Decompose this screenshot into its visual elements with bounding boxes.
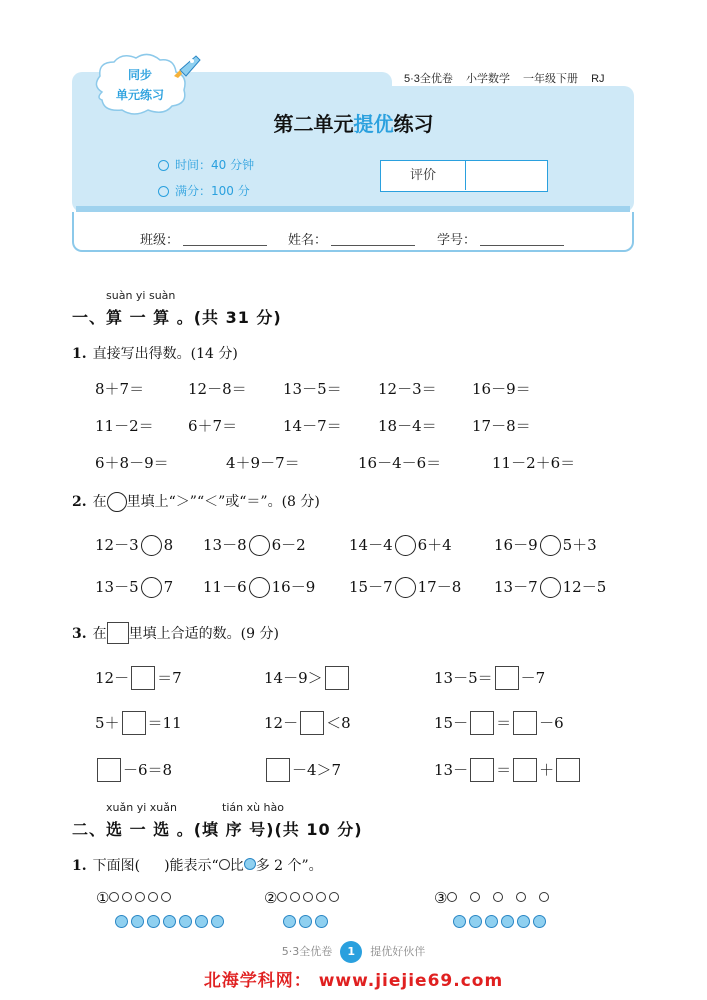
- calc-item: 18－4＝: [378, 417, 437, 435]
- page-number: 1: [340, 941, 362, 963]
- rocket-icon: [174, 56, 200, 78]
- class-label: 班级：: [140, 233, 180, 248]
- calc-item: 11－2＋6＝: [492, 454, 576, 472]
- fill-item: 12－ ＜8: [264, 711, 351, 735]
- option-2[interactable]: [264, 889, 342, 932]
- name-field[interactable]: [288, 229, 415, 248]
- series-edition: RJ: [591, 73, 605, 85]
- answer-box[interactable]: [495, 666, 519, 690]
- compare-item: 14－4 6＋4: [349, 536, 452, 554]
- compare-item: 16－9 5＋3: [494, 536, 597, 554]
- compare-circle[interactable]: [249, 535, 270, 556]
- option-1[interactable]: [96, 889, 227, 932]
- time-limit: [158, 156, 254, 173]
- full-score: [158, 182, 250, 199]
- option-label: ②: [264, 889, 278, 907]
- calc-item: 16－9＝: [472, 380, 531, 398]
- score-text: 满分：100 分: [175, 184, 250, 198]
- compare-item: 13－8 6－2: [203, 536, 306, 554]
- fill-item: 15－ ＝ －6: [434, 711, 564, 735]
- answer-box[interactable]: [122, 711, 146, 735]
- compare-circle[interactable]: [249, 577, 270, 598]
- evaluation-box[interactable]: [380, 160, 548, 192]
- compare-item: 11－6 16－9: [203, 578, 316, 596]
- calc-item: 6＋8－9＝: [95, 454, 169, 472]
- title-highlight: 提优: [353, 112, 394, 136]
- calc-item: 17－8＝: [472, 417, 531, 435]
- calc-item: 12－8＝: [188, 380, 247, 398]
- series-info: [404, 70, 615, 86]
- compare-circle[interactable]: [395, 577, 416, 598]
- series-name: 5·3全优卷: [404, 73, 453, 85]
- name-label: 姓名：: [288, 233, 328, 248]
- answer-box[interactable]: [266, 758, 290, 782]
- fill-item: －4＞7: [264, 758, 341, 782]
- footer-right: 提优好伙伴: [370, 945, 426, 958]
- answer-box[interactable]: [470, 758, 494, 782]
- title-post: 练习: [393, 112, 434, 136]
- answer-box[interactable]: [470, 711, 494, 735]
- q3-prompt: 3. 在 里填上合适的数。(9 分): [72, 622, 279, 644]
- white-circle-icon: [219, 859, 230, 870]
- answer-box[interactable]: [513, 711, 537, 735]
- badge-line1: 同步: [127, 68, 153, 82]
- watermark: 北海学科网： www.jiejie69.com: [203, 971, 504, 991]
- fill-item: 5＋ ＝11: [95, 711, 182, 735]
- evaluation-label: 评价: [381, 161, 466, 190]
- badge-line2: 单元练习: [115, 88, 165, 102]
- calc-item: 6＋7＝: [188, 417, 238, 435]
- compare-circle[interactable]: [540, 535, 561, 556]
- fill-item: 13－ ＝ ＋: [434, 758, 582, 782]
- answer-box[interactable]: [300, 711, 324, 735]
- compare-circle[interactable]: [540, 577, 561, 598]
- class-field[interactable]: [140, 229, 267, 248]
- box-placeholder-icon: [107, 622, 129, 644]
- fill-item: 12－ ＝7: [95, 666, 182, 690]
- answer-box[interactable]: [131, 666, 155, 690]
- compare-item: 15－7 17－8: [349, 578, 462, 596]
- calc-item: 14－7＝: [283, 417, 342, 435]
- page-title: [0, 108, 707, 137]
- fill-item: 14－9＞: [264, 666, 351, 690]
- circle-placeholder-icon: [107, 492, 127, 512]
- option-label: ①: [96, 889, 110, 907]
- section2-pinyin-a: xuǎn yi xuǎn: [106, 801, 177, 814]
- section2-title: 二、选 一 选 。(填 序 号)(共 10 分): [72, 820, 363, 839]
- compare-circle[interactable]: [141, 535, 162, 556]
- series-grade: 一年级下册: [523, 73, 579, 85]
- footer-left: 5·3全优卷: [281, 945, 333, 958]
- q1-prompt: 1. 直接写出得数。(14 分): [72, 346, 238, 362]
- page-footer: [0, 941, 707, 963]
- student-id-field[interactable]: [437, 229, 564, 248]
- blue-circle-icon: [244, 858, 256, 870]
- calc-item: 12－3＝: [378, 380, 437, 398]
- check-icon: [158, 186, 169, 197]
- answer-box[interactable]: [513, 758, 537, 782]
- calc-item: 8＋7＝: [95, 380, 145, 398]
- calc-item: 11－2＝: [95, 417, 154, 435]
- time-text: 时间：40 分钟: [175, 158, 255, 172]
- q2-prompt: 2. 在 里填上“＞”“＜”或“＝”。(8 分): [72, 494, 320, 510]
- section1-title: 一、算 一 算 。(共 31 分): [72, 308, 282, 327]
- compare-item: 13－7 12－5: [494, 578, 607, 596]
- fill-item: －6＝8: [95, 758, 172, 782]
- option-label: ③: [434, 889, 448, 907]
- answer-box[interactable]: [556, 758, 580, 782]
- student-id-label: 学号：: [437, 233, 477, 248]
- compare-circle[interactable]: [141, 577, 162, 598]
- calc-item: 16－4－6＝: [358, 454, 442, 472]
- option-3[interactable]: [434, 889, 552, 932]
- compare-circle[interactable]: [395, 535, 416, 556]
- title-pre: 第二单元: [273, 112, 354, 136]
- calc-item: 4＋9－7＝: [226, 454, 300, 472]
- answer-box[interactable]: [325, 666, 349, 690]
- s2-q1-prompt: 1. 下面图( )能表示“ 比 多 2 个”。: [72, 858, 323, 874]
- calc-item: 13－5＝: [283, 380, 342, 398]
- compare-item: 12－3 8: [95, 536, 174, 554]
- fill-item: 13－5＝ －7: [434, 666, 545, 690]
- series-subject: 小学数学: [465, 73, 510, 85]
- clock-icon: [158, 160, 169, 171]
- compare-item: 13－5 7: [95, 578, 174, 596]
- section1-pinyin: suàn yi suàn: [106, 289, 176, 302]
- answer-box[interactable]: [97, 758, 121, 782]
- section2-pinyin-b: tián xù hào: [222, 801, 284, 814]
